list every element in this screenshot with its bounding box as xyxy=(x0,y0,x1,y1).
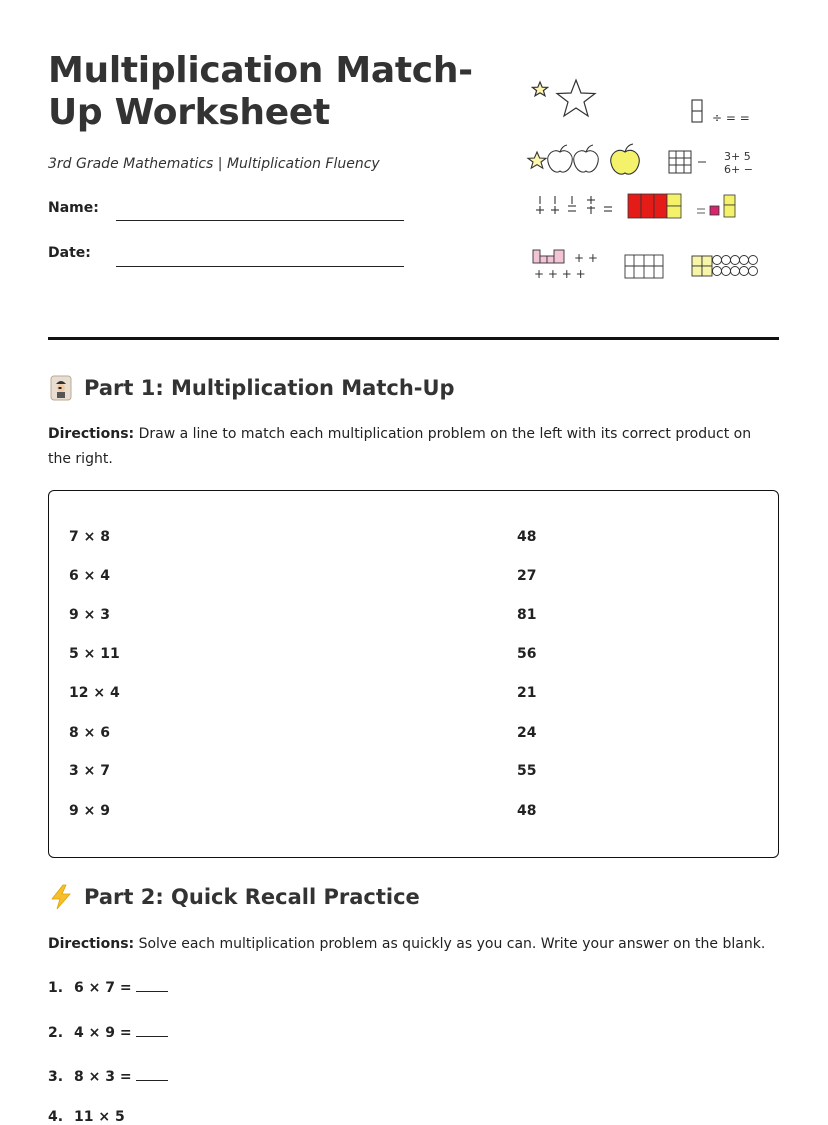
match-product: 56 xyxy=(517,646,537,662)
match-product: 81 xyxy=(517,607,537,623)
recall-number: 3. xyxy=(48,1069,64,1085)
match-row xyxy=(69,529,758,549)
star-icon xyxy=(532,80,595,116)
match-up-box xyxy=(48,490,779,858)
recall-item xyxy=(48,1068,168,1085)
recall-problem: 4 × 9 = xyxy=(74,1025,132,1041)
part2-directions-label: Directions: xyxy=(48,936,135,952)
clipart-row1-text: ÷ = = xyxy=(712,111,750,125)
match-product: 48 xyxy=(517,529,537,545)
worksheet-title: Multiplication Match-Up Worksheet xyxy=(48,50,473,133)
part2-directions-text: Solve each multiplication problem as quickly as you can. Write your answer on the blank. xyxy=(134,936,766,952)
match-row xyxy=(69,763,758,783)
section-divider xyxy=(48,337,779,340)
match-row xyxy=(69,725,758,745)
math-clipart xyxy=(524,74,774,286)
match-problem: 6 × 4 xyxy=(69,568,110,584)
match-problem: 12 × 4 xyxy=(69,685,120,701)
name-label: Name: xyxy=(48,200,99,216)
recall-number: 4. xyxy=(48,1109,64,1125)
match-row xyxy=(69,685,758,705)
part1-directions-label: Directions: xyxy=(48,426,135,442)
match-product: 48 xyxy=(517,803,537,819)
recall-number: 2. xyxy=(48,1025,64,1041)
svg-text:+ +: + + xyxy=(574,251,598,265)
match-row xyxy=(69,803,758,823)
date-label: Date: xyxy=(48,245,91,261)
clipart-row2-text-b: 6+ − xyxy=(724,163,753,176)
part1-title: Part 1: Multiplication Match-Up xyxy=(84,376,455,400)
match-product: 24 xyxy=(517,725,537,741)
recall-problem: 8 × 3 = xyxy=(74,1069,132,1085)
answer-blank[interactable] xyxy=(136,1024,168,1037)
worksheet-subtitle: 3rd Grade Mathematics | Multiplication Fluency xyxy=(48,156,380,172)
match-row xyxy=(69,607,758,627)
apple-icon xyxy=(528,144,639,174)
color-blocks-icon xyxy=(628,194,735,218)
match-problem: 9 × 3 xyxy=(69,607,110,623)
match-product: 27 xyxy=(517,568,537,584)
pirate-card-icon xyxy=(48,375,74,401)
recall-problem: 11 × 5 xyxy=(74,1109,125,1125)
match-problem: 5 × 11 xyxy=(69,646,120,662)
part1-heading xyxy=(48,375,455,401)
recall-number: 1. xyxy=(48,980,64,996)
svg-text:+ + + +: + + + + xyxy=(534,267,586,281)
date-line xyxy=(116,266,404,267)
match-problem: 3 × 7 xyxy=(69,763,110,779)
answer-blank[interactable] xyxy=(136,979,168,992)
part2-title: Part 2: Quick Recall Practice xyxy=(84,885,420,909)
match-problem: 9 × 9 xyxy=(69,803,110,819)
answer-blank[interactable] xyxy=(136,1068,168,1081)
lightning-icon xyxy=(48,884,74,910)
fraction-symbols-icon xyxy=(536,196,612,214)
match-product: 55 xyxy=(517,763,537,779)
part1-directions xyxy=(48,422,768,472)
name-line xyxy=(116,220,404,221)
recall-item xyxy=(48,1024,168,1041)
recall-item xyxy=(48,1109,125,1125)
match-problem: 7 × 8 xyxy=(69,529,110,545)
match-row xyxy=(69,646,758,666)
match-problem: 8 × 6 xyxy=(69,725,110,741)
clipart-row2-text-a: 3+ 5 xyxy=(724,150,751,163)
grid-icon xyxy=(669,151,706,173)
grid-icon xyxy=(533,250,758,281)
part1-directions-text: Draw a line to match each multiplication problem on the left with its correct product on the right. xyxy=(48,426,752,467)
part2-heading xyxy=(48,884,420,910)
recall-item xyxy=(48,979,168,996)
match-product: 21 xyxy=(517,685,537,701)
part2-directions xyxy=(48,932,768,957)
match-row xyxy=(69,568,758,588)
recall-problem: 6 × 7 = xyxy=(74,980,132,996)
grid-icon xyxy=(692,100,702,122)
